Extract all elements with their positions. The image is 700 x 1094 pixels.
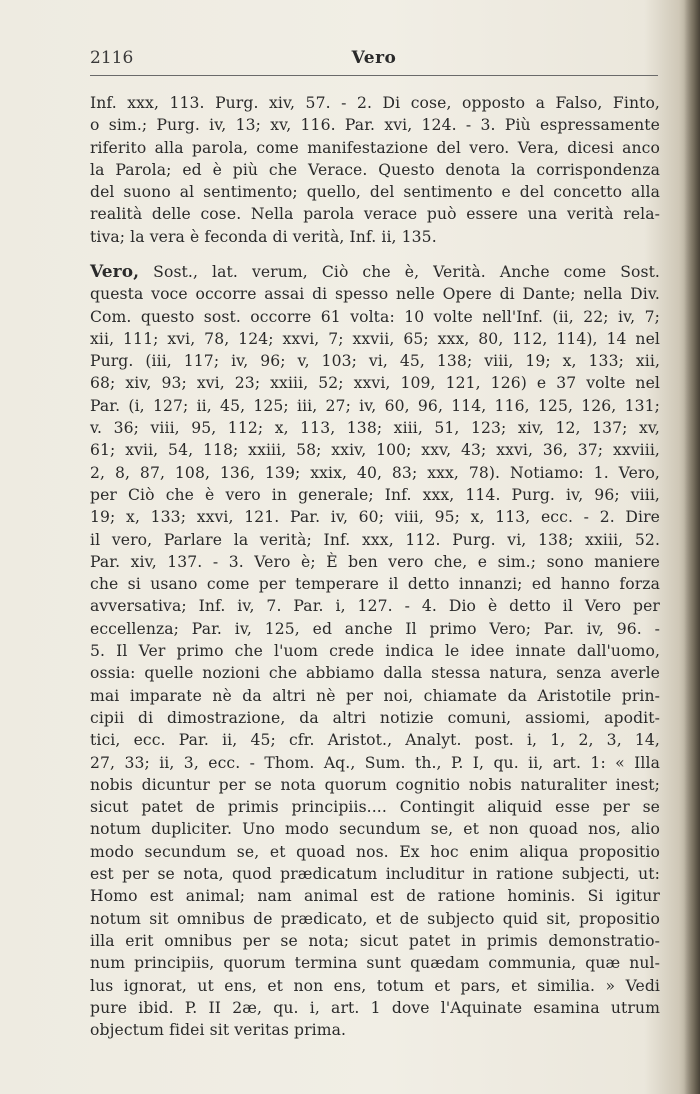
text-line: questa voce occorre assai di spesso nelle Opere di Dante; nella Div. [90, 285, 660, 304]
text-line: 2, 8, 87, 108, 136, 139; xxix, 40, 83; xxx, 78). Notiamo: 1. Vero, [90, 463, 660, 482]
text-line: nobis dicuntur per se nota quorum cognitio nobis naturaliter inest; [90, 775, 660, 794]
entry-first-line-text: Sost., lat. verum, Ciò che è, Verità. Anche come Sost. [139, 263, 660, 281]
entry-headword: Vero, [90, 262, 140, 282]
text-line: modo secundum se, et quoad nos. Ex hoc enim aliqua propositio [90, 842, 660, 861]
header-rule [90, 75, 658, 76]
text-line: del suono al sentimento; quello, del sentimento e del concetto alla [90, 183, 660, 202]
text-line: Par. xiv, 137. - 3. Vero è; È ben vero che, e sim.; sono maniere [90, 552, 660, 571]
text-line: Par. (i, 127; ii, 45, 125; iii, 27; iv, 60, 96, 114, 116, 125, 126, 131; [90, 396, 660, 415]
text-line: notum dupliciter. Uno modo secundum se, et non quoad nos, alio [90, 820, 660, 839]
text-line: la Parola; ed è più che Verace. Questo denota la corrispondenza [90, 160, 660, 179]
text-line: pure ibid. P. II 2æ, qu. i, art. 1 dove l'Aquinate esamina utrum [90, 998, 660, 1017]
text-line: mai imparate nè da altri nè per noi, chiamate da Aristotile prin- [90, 686, 660, 705]
page-spine-shadow [684, 0, 700, 1094]
text-line: num principiis, quorum termina sunt quædam communia, quæ nul- [90, 954, 660, 973]
text-line: tiva; la vera è feconda di verità, Inf. ii, 135. [90, 227, 437, 246]
text-line: objectum fidei sit veritas prima. [90, 1021, 347, 1040]
text-line: 68; xiv, 93; xvi, 23; xxiii, 52; xxvi, 109, 121, 126) e 37 volte nel [90, 374, 660, 393]
text-line: lus ignorat, ut ens, et non ens, totum et pars, et similia. » Vedi [90, 976, 660, 995]
text-line: eccellenza; Par. iv, 125, ed anche Il primo Vero; Par. iv, 96. - [90, 619, 660, 638]
text-line: cipii di dimostrazione, da altri notizie comuni, assiomi, apodit- [90, 708, 660, 727]
text-line: xii, 111; xvi, 78, 124; xxvi, 7; xxvii, 65; xxx, 80, 112, 114), 14 nel [90, 329, 660, 348]
page-header [90, 44, 658, 74]
text-line: sicut patet de primis principiis.... Contingit aliquid esse per se [90, 798, 660, 817]
text-line: 19; x, 133; xxvi, 121. Par. iv, 60; viii, 95; x, 113, ecc. - 2. Dire [90, 508, 660, 527]
text-line: Homo est animal; nam animal est de ratione hominis. Si igitur [90, 887, 660, 906]
text-line: realità delle cose. Nella parola verace può essere una verità rela- [90, 205, 660, 224]
text-line: illa erit omnibus per se nota; sicut patet in primis demonstratio- [90, 931, 660, 950]
dictionary-entry-vero [90, 261, 660, 1041]
entry-first-line [90, 261, 660, 283]
text-line: il vero, Parlare la verità; Inf. xxx, 112. Purg. vi, 138; xxiii, 52. [90, 530, 660, 549]
text-line: 61; xvii, 54, 118; xxiii, 58; xxiv, 100; xxv, 43; xxvi, 36, 37; xxviii, [90, 441, 660, 460]
text-line: ossia: quelle nozioni che abbiamo dalla stessa natura, senza averle [90, 664, 660, 683]
text-line: 5. Il Ver primo che l'uom crede indica le idee innate dall'uomo, [90, 642, 660, 661]
page-number: 2116 [90, 48, 134, 68]
text-line: che si usano come per temperare il detto innanzi; ed hanno forza [90, 575, 660, 594]
text-line: tici, ecc. Par. ii, 45; cfr. Aristot., Analyt. post. i, 1, 2, 3, 14, [90, 731, 660, 750]
running-title: Vero [351, 48, 397, 68]
text-line: est per se nota, quod prædicatum includitur in ratione subjecti, ut: [90, 865, 660, 884]
text-line: per Ciò che è vero in generale; Inf. xxx, 114. Purg. iv, 96; viii, [90, 485, 660, 504]
text-line: v. 36; viii, 95, 112; x, 113, 138; xiii, 51, 123; xiv, 12, 137; xv, [90, 419, 660, 438]
text-line: o sim.; Purg. iv, 13; xv, 116. Par. xvi, 124. - 3. Più espressamente [90, 116, 660, 135]
text-line: Inf. xxx, 113. Purg. xiv, 57. - 2. Di cose, opposto a Falso, Finto, [90, 94, 660, 112]
text-line: Com. questo sost. occorre 61 volta: 10 volte nell'Inf. (ii, 22; iv, 7; [90, 307, 660, 326]
text-line: Purg. (iii, 117; iv, 96; v, 103; vi, 45, 138; viii, 19; x, 133; xii, [90, 352, 660, 371]
text-line: 27, 33; ii, 3, ecc. - Thom. Aq., Sum. th., P. I, qu. ii, art. 1: « Illa [90, 753, 660, 772]
text-line: notum sit omnibus de prædicato, et de subjecto quid sit, propositio [90, 909, 660, 928]
text-line: riferito alla parola, come manifestazione del vero. Vera, dicesi anco [90, 138, 660, 157]
paragraph-continuation [90, 92, 660, 248]
text-line: avversativa; Inf. iv, 7. Par. i, 127. - 4. Dio è detto il Vero per [90, 597, 660, 616]
